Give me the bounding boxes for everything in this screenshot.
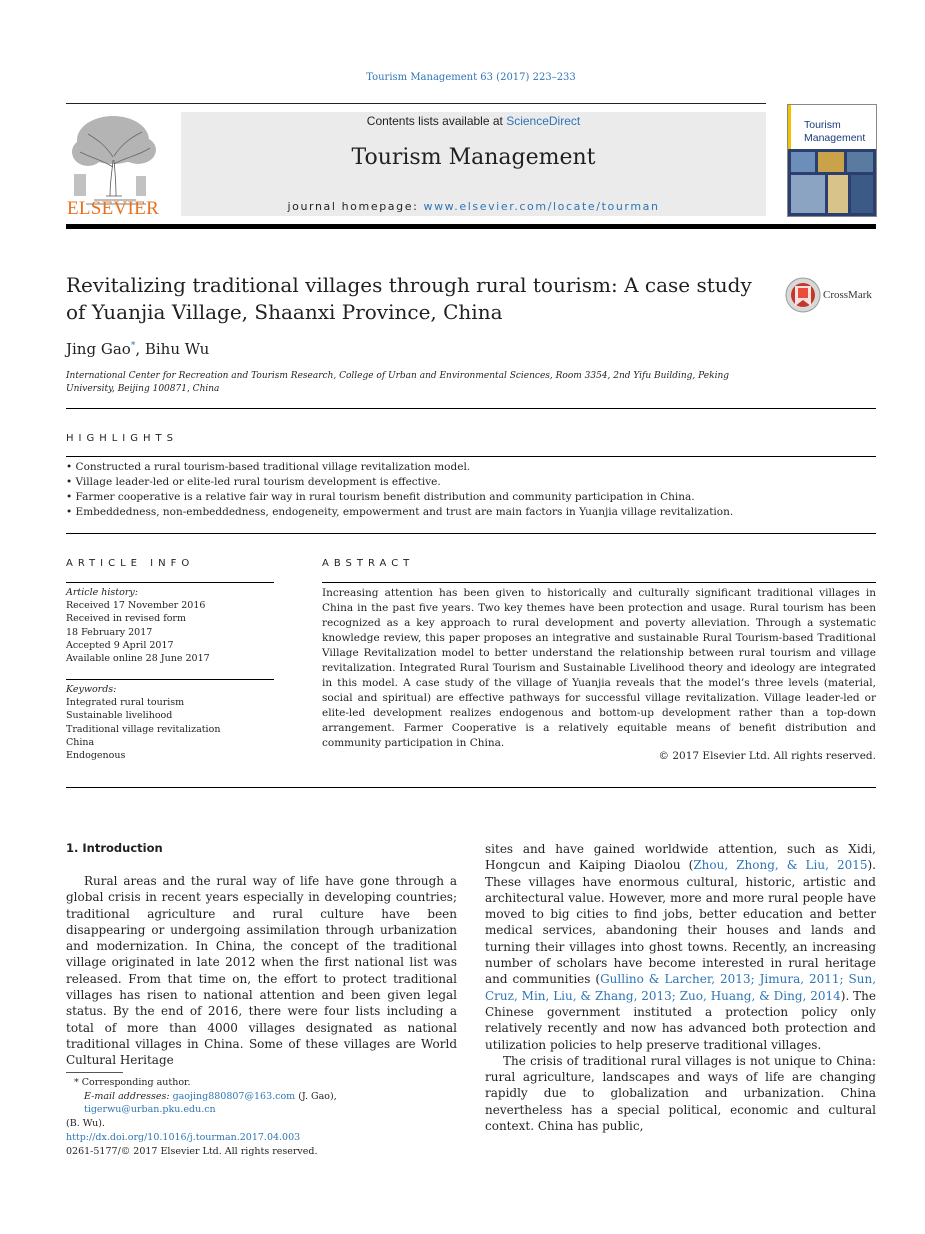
body-paragraph: sites and have gained worldwide attention, such as Xidi, Hongcun and Kaiping Diaolou (Zhou, Zhong, & Liu, 2015). These villages have enormous cultural, historic, artistic and architectural value. However, more and more rural people have moved to big cities to find jobs, better education and better medical services, abandoning their houses and lands and turning their villages into ghost towns. Recently, an increasing number of scholars have become interested in rural heritage and communities (Gullino & Larcher, 2013; Jimura, 2011; Sun, Cruz, Min, Liu, & Zhang, 2013; Zuo, Huang, & Ding, 2014). The Chinese government instituted a protection policy only relatively recently and now has advanced both protection and utilization policies to help preserve traditional villages. [485,842,877,1052]
keyword-item: China [66,736,95,748]
contents-prefix: Contents lists available at [366,114,507,128]
sciencedirect-link[interactable]: ScienceDirect [506,114,581,128]
section-rule [66,787,876,788]
body-column-right [485,841,876,1134]
author-affiliation: International Center for Recreation and Tourism Research, College of Urban and Environmental Sciences, Room 3354, 2nd Yifu Building, Peking University, Beijing 100871, China [66,371,730,394]
section-rule [66,533,876,534]
highlight-item: • Embeddedness, non-embeddedness, endogeneity, empowerment and trust are main factors in Yuanjia village revitalization. [66,506,734,518]
abstract-text: Increasing attention has been given to historically and culturally significant traditional villages in China in the past five years. Two key themes have been protection and usage. Rural tourism has been recognized as a key approach to rural development and poverty alleviation. Through a systematic knowledge review, this paper proposes an integrative and sustainable Rural Tourism-based Traditional Village Revitalization model to better understand the relationship between rural tourism and village revitalization. Integrated Rural Tourism and Sustainable Livelihood theory and ideology are integrated in this model. A case study of the village of Yuanjia reveals that the model’s three levels (material, social and spiritual) are effective pathways for successful village revitalization. Village leader-led or elite-led development realizes endogenous and bottom-up development rather than a top-down arrangement. Farmer Cooperative is a relatively equitable means of benefit distribution and community participation in China. [322,587,876,749]
doi-link[interactable]: http://dx.doi.org/10.1016/j.tourman.2017.04.003 [66,1132,301,1143]
doi-block [66,1131,318,1158]
abstract-copyright: © 2017 Elsevier Ltd. All rights reserved. [658,750,876,762]
email-link-gao[interactable]: gaojing880807@163.com [172,1090,296,1102]
email-addresses [66,1090,457,1117]
corresponding-author-mark[interactable]: * [130,341,136,351]
article-info-heading: ARTICLE INFO [66,558,195,569]
email-link-wu[interactable]: tigerwu@urban.pku.edu.cn [84,1104,216,1115]
abstract-rule [322,582,876,583]
author-bihu-wu[interactable]: Bihu Wu [144,340,210,358]
highlights-rule [66,456,876,457]
header-top-rule [66,103,766,104]
highlight-item: • Farmer cooperative is a relative fair way in rural tourism benefit distribution and community participation in China. [66,491,695,503]
journal-homepage-link[interactable]: www.elsevier.com/locate/tourman [423,200,660,213]
keywords-list [66,683,274,762]
history-item: 18 February 2017 [66,626,153,638]
author-separator: , [135,340,145,358]
cover-title: Tourism Management [804,119,866,144]
keyword-item: Sustainable livelihood [66,710,173,722]
email-name-gao: (J. Gao), [295,1090,337,1102]
email-name-wu: (B. Wu). [66,1117,105,1129]
footnote-rule [66,1072,123,1073]
highlights-list [66,460,876,520]
header-thick-rule [66,224,876,229]
abstract-heading: ABSTRACT [322,558,415,569]
article-info-rule [66,582,274,583]
history-item: Available online 28 June 2017 [66,653,210,665]
article-history [66,586,274,665]
homepage-prefix: journal homepage: [287,200,424,213]
highlight-item: • Village leader-led or elite-led rural tourism development is effective. [66,476,441,488]
history-label: Article history: [66,587,138,598]
keyword-item: Endogenous [66,750,126,762]
body-paragraph: Rural areas and the rural way of life have gone through a global crisis in recent years especially in developing countries; traditional agriculture and rural culture have been disappearing or undergoing assimilation through urbanization and modernization. In China, the concept of the traditional village originated in late 2012 when the first national list was released. From that time on, the effort to protect traditional villages has risen to national attention and been given legal status. By the end of 2016, there were four lists including a total of more than 4000 villages designated as national traditional villages in China. Some of these villages are World Cultural Heritage [66,874,457,1068]
email-label: E-mail addresses: [84,1090,173,1102]
crossmark-label[interactable]: CrossMark [823,289,872,301]
introduction-heading: 1. Introduction [66,841,163,855]
highlight-item: • Constructed a rural tourism-based traditional village revitalization model. [66,461,471,473]
journal-title: Tourism Management [351,145,596,170]
issn-copyright: 0261-5177/© 2017 Elsevier Ltd. All rights reserved. [66,1145,318,1157]
history-item: Received 17 November 2016 [66,600,206,612]
corresponding-author-note: * Corresponding author. [74,1077,191,1088]
history-item: Accepted 9 April 2017 [66,639,174,651]
keywords-rule [66,679,274,680]
citation-link[interactable]: Gullino & Larcher, 2013; Jimura, 2011; Sun, Cruz, Min, Liu, & Zhang, 2013; Zuo, Huang, & Ding, 2014 [485,972,877,1003]
history-item: Received in revised form [66,613,186,625]
keyword-item: Traditional village revitalization [66,723,221,735]
contents-available-line [181,114,766,128]
cover-photo-collage-icon [788,149,876,216]
journal-reference-link[interactable]: Tourism Management 63 (2017) 223–233 [366,72,576,83]
author-list [66,340,209,358]
body-paragraph: The crisis of traditional rural villages is not unique to China: rural agriculture, landscapes and ways of life are changing rapidly due to globalization and urbanization. China nevertheless has a special political, economic and cultural context. China has public, [485,1053,876,1134]
highlights-heading: HIGHLIGHTS [66,433,178,444]
journal-cover-thumbnail[interactable] [787,104,877,217]
body-column-left [66,873,457,1069]
article-title: Revitalizing traditional villages through rural tourism: A case study of Yuanjia Village, Shaanxi Province, China [66,273,752,324]
keyword-item: Integrated rural tourism [66,697,185,709]
keywords-label: Keywords: [66,684,117,695]
journal-homepage-line [181,200,766,213]
author-jing-gao[interactable]: Jing Gao [66,340,131,358]
corresponding-author-footnote [66,1076,457,1130]
section-rule [66,408,876,409]
elsevier-wordmark: ELSEVIER [66,198,160,219]
citation-link[interactable]: Zhou, Zhong, & Liu, 2015 [693,858,868,873]
